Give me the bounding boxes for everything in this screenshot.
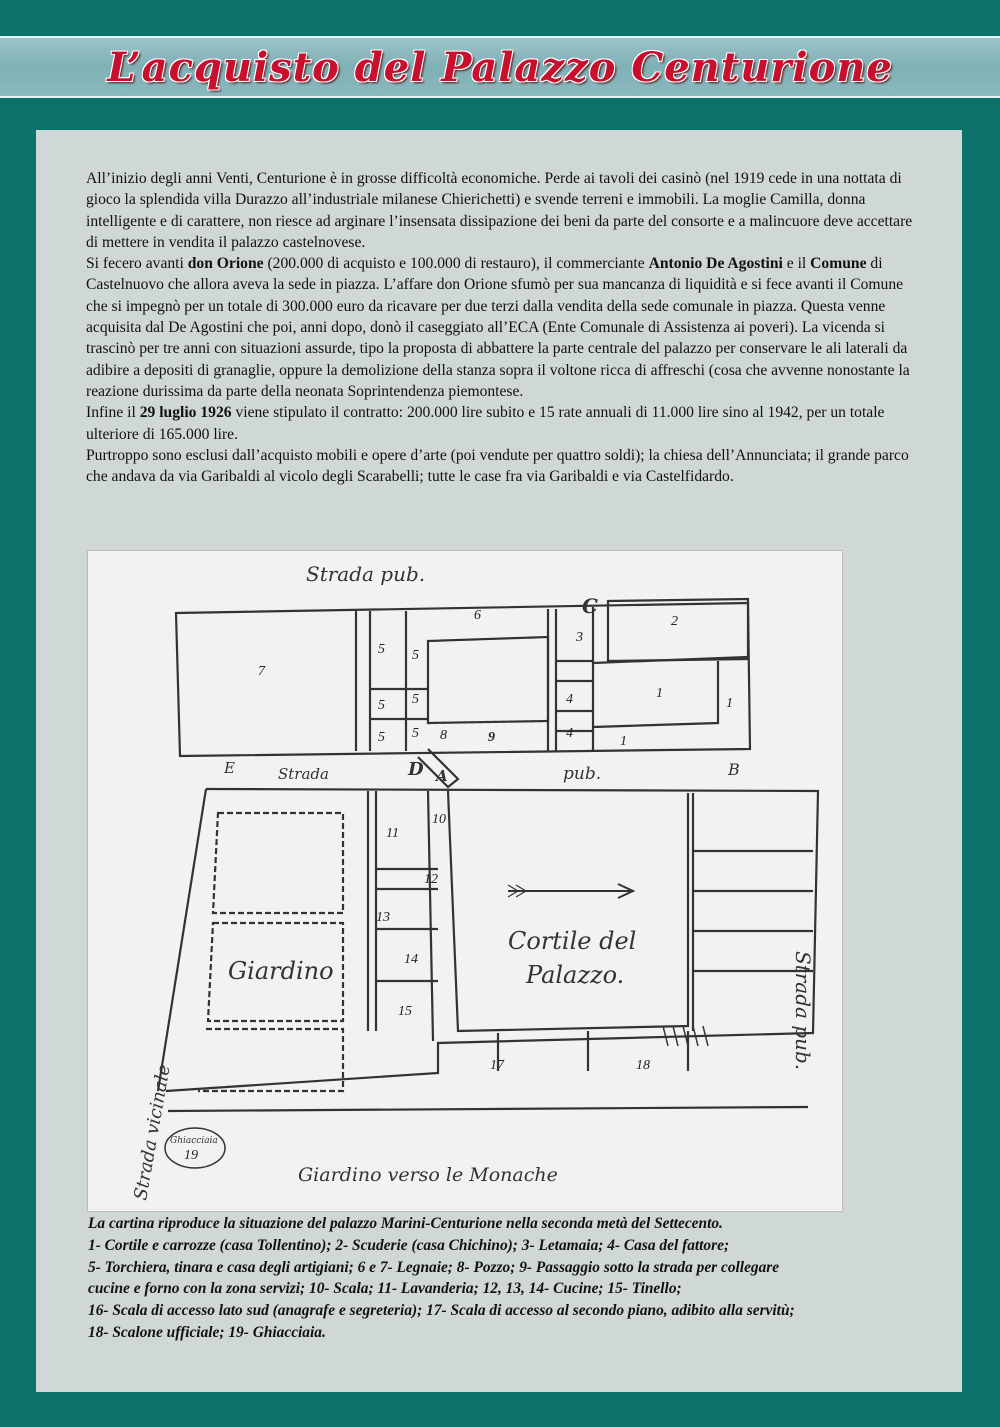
map-number-14: 14	[404, 952, 418, 967]
caption-line: 1- Cortile e carrozze (casa Tollentino); 2- Scuderie (casa Chichino); 3- Letamaia; 4- Casa del fattore;	[88, 1236, 730, 1254]
map-number-4b: 4	[566, 726, 573, 741]
intro-paragraph-2: Si fecero avanti don Orione (200.000 di acquisto e 100.000 di restauro), il commerciante Antonio De Agostini e il Comune di Castelnuovo che allora aveva la sede in piazza. L’affare don Orione sfumò per sua mancanza di liquidità e si fece avanti il Comune che si impegnò per un totale di 300.000 euro da ricavare per due terzi dalla vendita della sede comunale in piazza. Questa venne acquisita dal De Agostini che poi, anni dopo, donò il caseggiato all’ECA (Ente Comunale di Assistenza ai poveri). La vicenda si trascinò per tre anni con situazioni assurde, tipo la proposta di abbattere la parte centrale del palazzo per conservare le ali laterali da adibire a depositi di granaglie, oppure la demolizione della stanza sopra il voltone ricca di affreschi (cosa che avvenne nonostante la reazione durissima da parte della neonata Soprintendenza piemontese.	[86, 255, 910, 400]
caption-line: cucine e forno con la zona servizi; 10- Scala; 11- Lavanderia; 12, 13, 14- Cucine; 15- Tinello;	[88, 1280, 682, 1298]
map-number-6: 6	[474, 608, 481, 623]
map-number-2: 2	[671, 614, 678, 629]
content-panel	[36, 130, 962, 1392]
map-letter-c: C	[582, 594, 598, 618]
map-number-12: 12	[424, 872, 438, 887]
map-number-5a: 5	[378, 642, 385, 657]
map-number-13: 13	[376, 910, 390, 925]
map-label-strada-mid: Strada	[278, 765, 329, 783]
map-label-giardino-monache: Giardino verso le Monache	[298, 1164, 558, 1186]
caption-line: La cartina riproduce la situazione del palazzo Marini-Centurione nella seconda metà del Settecento.	[88, 1215, 723, 1232]
map-number-5c: 5	[378, 698, 385, 713]
map-label-ghiacciaia: Ghiacciaia	[170, 1136, 218, 1146]
map-number-8: 8	[440, 728, 447, 743]
map-letter-a: A	[436, 767, 448, 785]
intro-paragraph-1: All’inizio degli anni Venti, Centurione è in grosse difficoltà economiche. Perde ai tavoli dei casinò (nel 1919 cede in una nottata di gioco la splendida villa Durazzo all’industriale milanese Chierichetti) e svende terreni e immobili. La moglie Camilla, donna intelligente e di carattere, non riesce ad arginare l’insensata dissipazione dei beni da parte del consorte e a malincuore deve accettare di mettere in vendita il palazzo castelnovese.	[86, 170, 913, 251]
map-label-strada-vicinale: Strada vicinale	[130, 1062, 175, 1202]
south-block-outline	[166, 789, 818, 1091]
compass-arrow	[508, 884, 633, 898]
map-label-cortile-2: Palazzo.	[526, 961, 625, 989]
map-number-7: 7	[258, 664, 265, 679]
palace-map-drawing	[88, 551, 842, 1211]
map-number-5d: 5	[412, 692, 419, 707]
intro-paragraph-3: Infine il 29 luglio 1926 viene stipulato il contratto: 200.000 lire subito e 15 rate annuali di 11.000 lire sino al 1942, per un totale ulteriore di 165.000 lire.	[86, 404, 885, 443]
map-number-5b: 5	[412, 648, 419, 663]
map-number-1a: 1	[656, 686, 663, 701]
map-number-10: 10	[432, 812, 446, 827]
north-block-outline	[176, 603, 750, 756]
intro-paragraph-4: Purtroppo sono esclusi dall’acquisto mobili e opere d’arte (poi vendute per quattro soldi); la chiesa dell’Annunciata; il grande parco che andava da via Garibaldi al vicolo degli Scarabelli; tutte le case fra via Garibaldi e via Castelfidardo.	[86, 446, 909, 486]
map-number-5e: 5	[378, 730, 385, 745]
caption-line: 5- Torchiera, tinara e casa degli artigiani; 6 e 7- Legnaie; 8- Pozzo; 9- Passaggio sotto la strada per collegare	[88, 1258, 780, 1276]
map-letter-e: E	[224, 759, 235, 777]
intro-text	[86, 168, 916, 487]
map-number-1b: 1	[726, 696, 733, 711]
map-number-3: 3	[576, 630, 583, 645]
map-label-strada-pub-top: Strada pub.	[306, 562, 426, 586]
map-number-4a: 4	[566, 692, 573, 707]
map-number-15: 15	[398, 1004, 412, 1019]
map-number-11: 11	[386, 826, 399, 841]
map-label-pub-mid: pub.	[563, 764, 602, 784]
map-number-1c: 1	[620, 734, 627, 749]
page-title: L’acquisto del Palazzo Centurione	[107, 43, 893, 91]
map-number-17: 17	[490, 1058, 504, 1073]
map-letter-b: B	[728, 760, 740, 779]
map-number-5f: 5	[412, 726, 419, 741]
map-label-strada-pub-right: Strada pub.	[791, 951, 815, 1071]
map-caption	[88, 1213, 928, 1344]
caption-line: 18- Scalone ufficiale; 19- Ghiacciaia.	[88, 1323, 326, 1341]
map-number-19: 19	[184, 1148, 198, 1163]
title-band	[0, 36, 1000, 98]
palace-map	[87, 550, 843, 1212]
map-number-9: 9	[488, 730, 495, 745]
map-letter-d: D	[408, 759, 424, 780]
map-label-giardino: Giardino	[228, 957, 334, 985]
map-number-18: 18	[636, 1058, 650, 1073]
map-label-cortile-1: Cortile del	[508, 927, 637, 955]
caption-line: 16- Scala di accesso lato sud (anagrafe e segreteria); 17- Scala di accesso al secondo piano, adibito alla servitù;	[88, 1302, 795, 1320]
